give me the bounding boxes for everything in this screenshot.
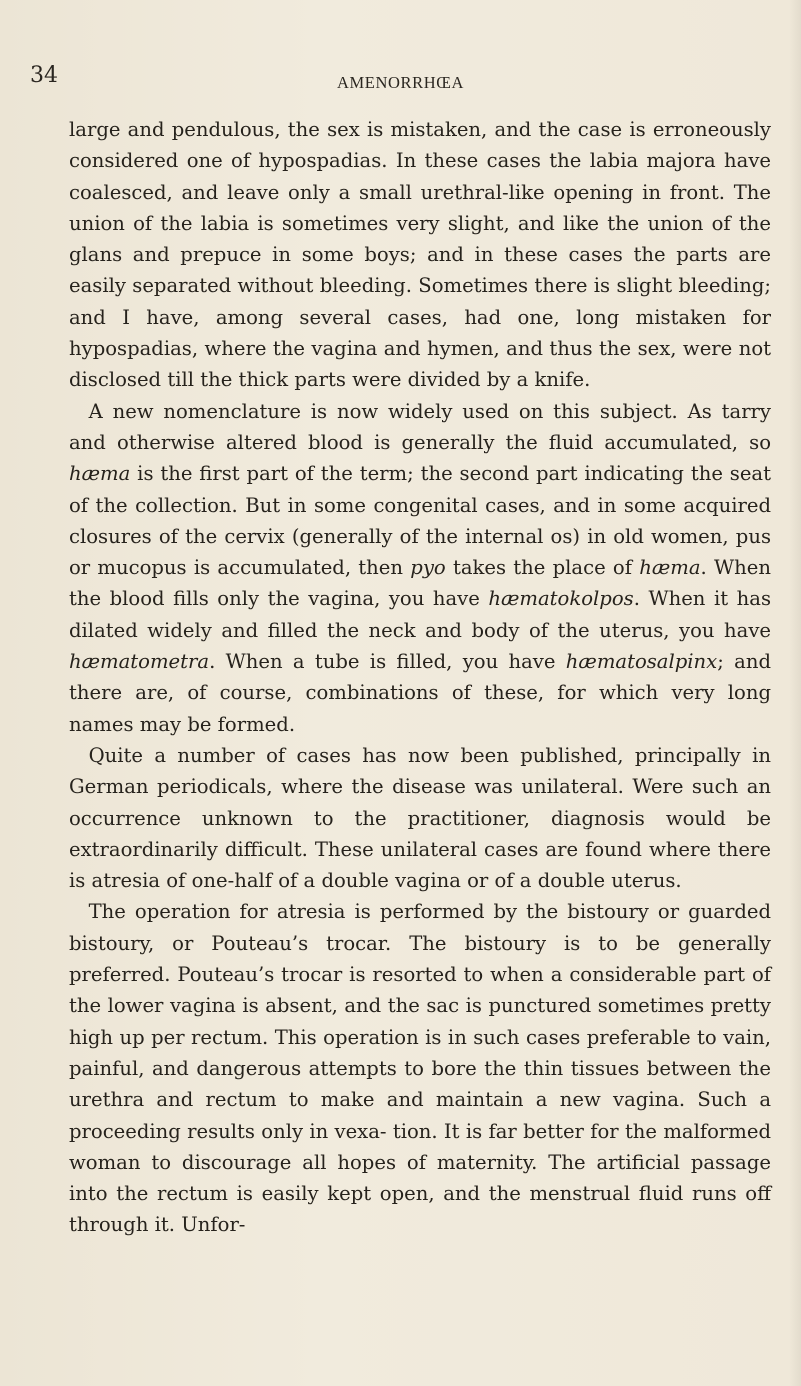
- text-segment: . When the blood fills only the vagina, you have: [69, 556, 771, 611]
- italic-term: hæma: [69, 462, 131, 486]
- text-segment: Quite a number of cases has now been published, principally in German periodicals, where the disease was unilateral. Were such an occurrence unknown to the practitioner, diagnosis would be extraordinarily difficult. These unilateral cases are found where there is atresia of one-half of a double vagina or of a double uterus.: [69, 743, 771, 893]
- text-segment: . When it has dilated widely and filled the neck and body of the uterus, you have: [69, 587, 771, 642]
- text-segment: A new nomenclature is now widely used on this subject. As tarry and otherwise altered blood is generally the fluid accumulated, so: [69, 399, 771, 454]
- page-number: 34: [30, 63, 58, 88]
- text-segment: is the first part of the term; the second part indicating the seat of the collection. But in some congenital cases, and in some acquired closures of the cervix (generally of the internal os) in old women, pus or mucopus is accumulated, then: [69, 462, 771, 580]
- paragraph-3: [69, 740, 771, 896]
- page-edge-shadow: [789, 0, 801, 1386]
- paragraph-2: [69, 396, 771, 740]
- text-segment: The operation for atresia is performed by the bistoury or guarded bistoury, or Pouteau’s trocar. The bistoury is to be generally preferred. Pouteau’s trocar is resorted to when a considerable part of the lower vagina is absent, and the sac is punctured sometimes pretty high up per rectum. This operation is in such cases preferable to vain, painful, and dangerous attempts to bore the thin tissues between the urethra and rectum to make and maintain a new vagina. Such a proceeding results only in vexa- tion. It is far better for the malformed woman to discourage all hopes of maternity. The artificial passage into the rectum is easily kept open, and the menstrual fluid runs off through it. Unfor-: [69, 900, 771, 1237]
- text-segment: ; and there are, of course, combinations of these, for which very long names may be formed.: [69, 650, 771, 736]
- italic-term: hæmatokolpos: [488, 587, 634, 611]
- italic-term: hæmatosalpinx: [565, 650, 718, 674]
- italic-term: pyo: [410, 556, 446, 580]
- paragraph-1: [69, 114, 771, 396]
- body-text: [69, 114, 771, 1241]
- running-title: AMENORRHŒA: [336, 73, 464, 92]
- italic-term: hæma: [639, 556, 701, 580]
- italic-term: hæmatometra: [69, 650, 210, 674]
- text-segment: . When a tube is filled, you have: [209, 650, 566, 674]
- paragraph-4: [69, 896, 771, 1240]
- text-segment: large and pendulous, the sex is mistaken, and the case is erroneously considered one of hypospadias. In these cases the labia majora have coalesced, and leave only a small urethral-like opening in front. The union of the labia is sometimes very slight, and like the union of the glans and prepuce in some boys; and in these cases the parts are easily separated without bleeding. Sometimes there is slight bleeding; and I have, among several cases, had one, long mistaken for hypospadias, where the vagina and hymen, and thus the sex, were not disclosed till the thick parts were divided by a knife.: [69, 118, 771, 392]
- text-segment: takes the place of: [445, 556, 640, 580]
